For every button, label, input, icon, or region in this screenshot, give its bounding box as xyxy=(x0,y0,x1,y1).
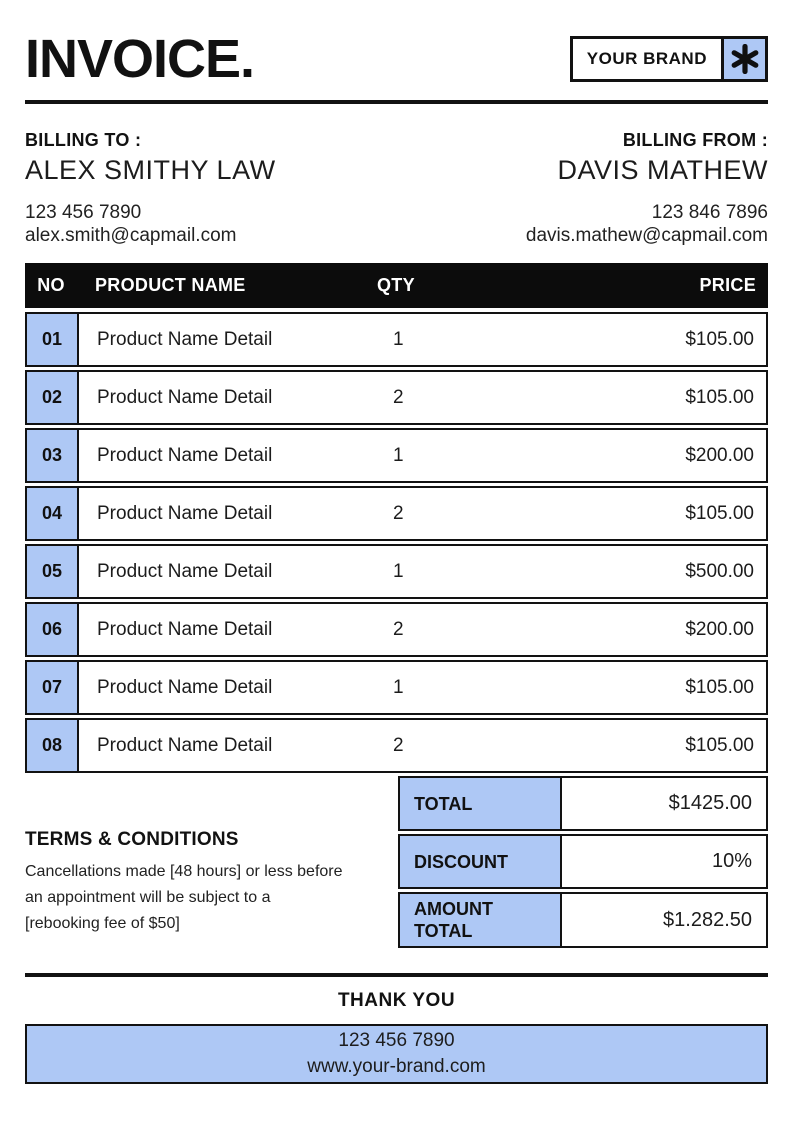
product-name: Product Name Detail xyxy=(97,560,273,582)
price: $105.00 xyxy=(685,328,754,350)
page-title: INVOICE. xyxy=(25,29,255,89)
quantity: 2 xyxy=(393,734,404,756)
price: $105.00 xyxy=(685,734,754,756)
terms-heading: TERMS & CONDITIONS xyxy=(25,829,239,850)
billing-from-contact xyxy=(526,201,768,247)
billing-to-block xyxy=(25,130,276,247)
price: $500.00 xyxy=(685,560,754,582)
summary-label: DISCOUNT xyxy=(400,836,562,887)
quantity: 1 xyxy=(393,444,404,466)
billing-from-heading: BILLING FROM : xyxy=(622,130,768,150)
summary-label: TOTAL xyxy=(400,778,562,829)
footer-phone: 123 456 7890 xyxy=(338,1030,455,1051)
footer-website: www.your-brand.com xyxy=(307,1056,486,1077)
table-row xyxy=(25,428,768,483)
product-name: Product Name Detail xyxy=(97,676,273,698)
table-row xyxy=(25,544,768,599)
invoice-header xyxy=(25,30,768,88)
table-row xyxy=(25,718,768,773)
product-name: Product Name Detail xyxy=(97,734,273,756)
table-row xyxy=(25,660,768,715)
terms-block xyxy=(25,773,365,937)
summary-value: $1425.00 xyxy=(668,792,752,814)
column-header-no: NO xyxy=(37,275,65,295)
quantity: 1 xyxy=(393,676,404,698)
brand-label: YOUR BRAND xyxy=(586,49,707,68)
summary-row xyxy=(398,834,768,889)
summary-row xyxy=(398,892,768,948)
row-number: 03 xyxy=(27,430,79,481)
summary-table xyxy=(398,773,768,948)
product-name: Product Name Detail xyxy=(97,502,273,524)
price: $105.00 xyxy=(685,386,754,408)
row-number: 01 xyxy=(27,314,79,365)
quantity: 2 xyxy=(393,386,404,408)
price: $200.00 xyxy=(685,444,754,466)
summary-value: 10% xyxy=(711,850,752,872)
billing-section xyxy=(25,130,768,247)
items-table-body xyxy=(25,312,768,773)
invoice-page xyxy=(25,30,768,1084)
row-number: 04 xyxy=(27,488,79,539)
billing-from-phone: 123 846 7896 xyxy=(651,202,768,223)
price: $105.00 xyxy=(685,502,754,524)
billing-to-phone: 123 456 7890 xyxy=(25,202,142,223)
billing-to-email: alex.smith@capmail.com xyxy=(25,225,237,246)
asterisk-icon xyxy=(721,39,765,79)
table-row xyxy=(25,370,768,425)
column-header-price: PRICE xyxy=(699,275,756,295)
summary-label: AMOUNT TOTAL xyxy=(400,894,562,946)
table-row xyxy=(25,602,768,657)
column-header-qty: QTY xyxy=(377,275,415,295)
footer-divider xyxy=(25,973,768,977)
product-name: Product Name Detail xyxy=(97,444,273,466)
quantity: 1 xyxy=(393,560,404,582)
table-row xyxy=(25,486,768,541)
table-row xyxy=(25,312,768,367)
row-number: 05 xyxy=(27,546,79,597)
thank-you-text: THANK YOU xyxy=(337,990,456,1011)
brand-logo xyxy=(570,36,768,82)
row-number: 06 xyxy=(27,604,79,655)
billing-from-block xyxy=(526,130,768,247)
terms-body: Cancellations made [48 hours] or less before an appointment will be subject to a [rebooking fee of $50] xyxy=(25,863,343,932)
product-name: Product Name Detail xyxy=(97,328,273,350)
footer-contact-bar xyxy=(25,1024,768,1084)
product-name: Product Name Detail xyxy=(97,618,273,640)
summary-value: $1.282.50 xyxy=(663,908,752,931)
items-table xyxy=(25,263,768,773)
bottom-section xyxy=(25,773,768,948)
quantity: 1 xyxy=(393,328,404,350)
row-number: 02 xyxy=(27,372,79,423)
billing-from-name: DAVIS MATHEW xyxy=(557,155,768,185)
row-number: 08 xyxy=(27,720,79,771)
quantity: 2 xyxy=(393,502,404,524)
product-name: Product Name Detail xyxy=(97,386,273,408)
price: $105.00 xyxy=(685,676,754,698)
summary-row xyxy=(398,776,768,831)
billing-to-name: ALEX SMITHY LAW xyxy=(25,155,276,185)
quantity: 2 xyxy=(393,618,404,640)
billing-to-heading: BILLING TO : xyxy=(25,130,142,150)
row-number: 07 xyxy=(27,662,79,713)
column-header-product: PRODUCT NAME xyxy=(95,275,246,295)
price: $200.00 xyxy=(685,618,754,640)
billing-from-email: davis.mathew@capmail.com xyxy=(525,225,768,246)
header-divider xyxy=(25,100,768,104)
items-table-header xyxy=(25,263,768,308)
billing-to-contact xyxy=(25,201,276,247)
